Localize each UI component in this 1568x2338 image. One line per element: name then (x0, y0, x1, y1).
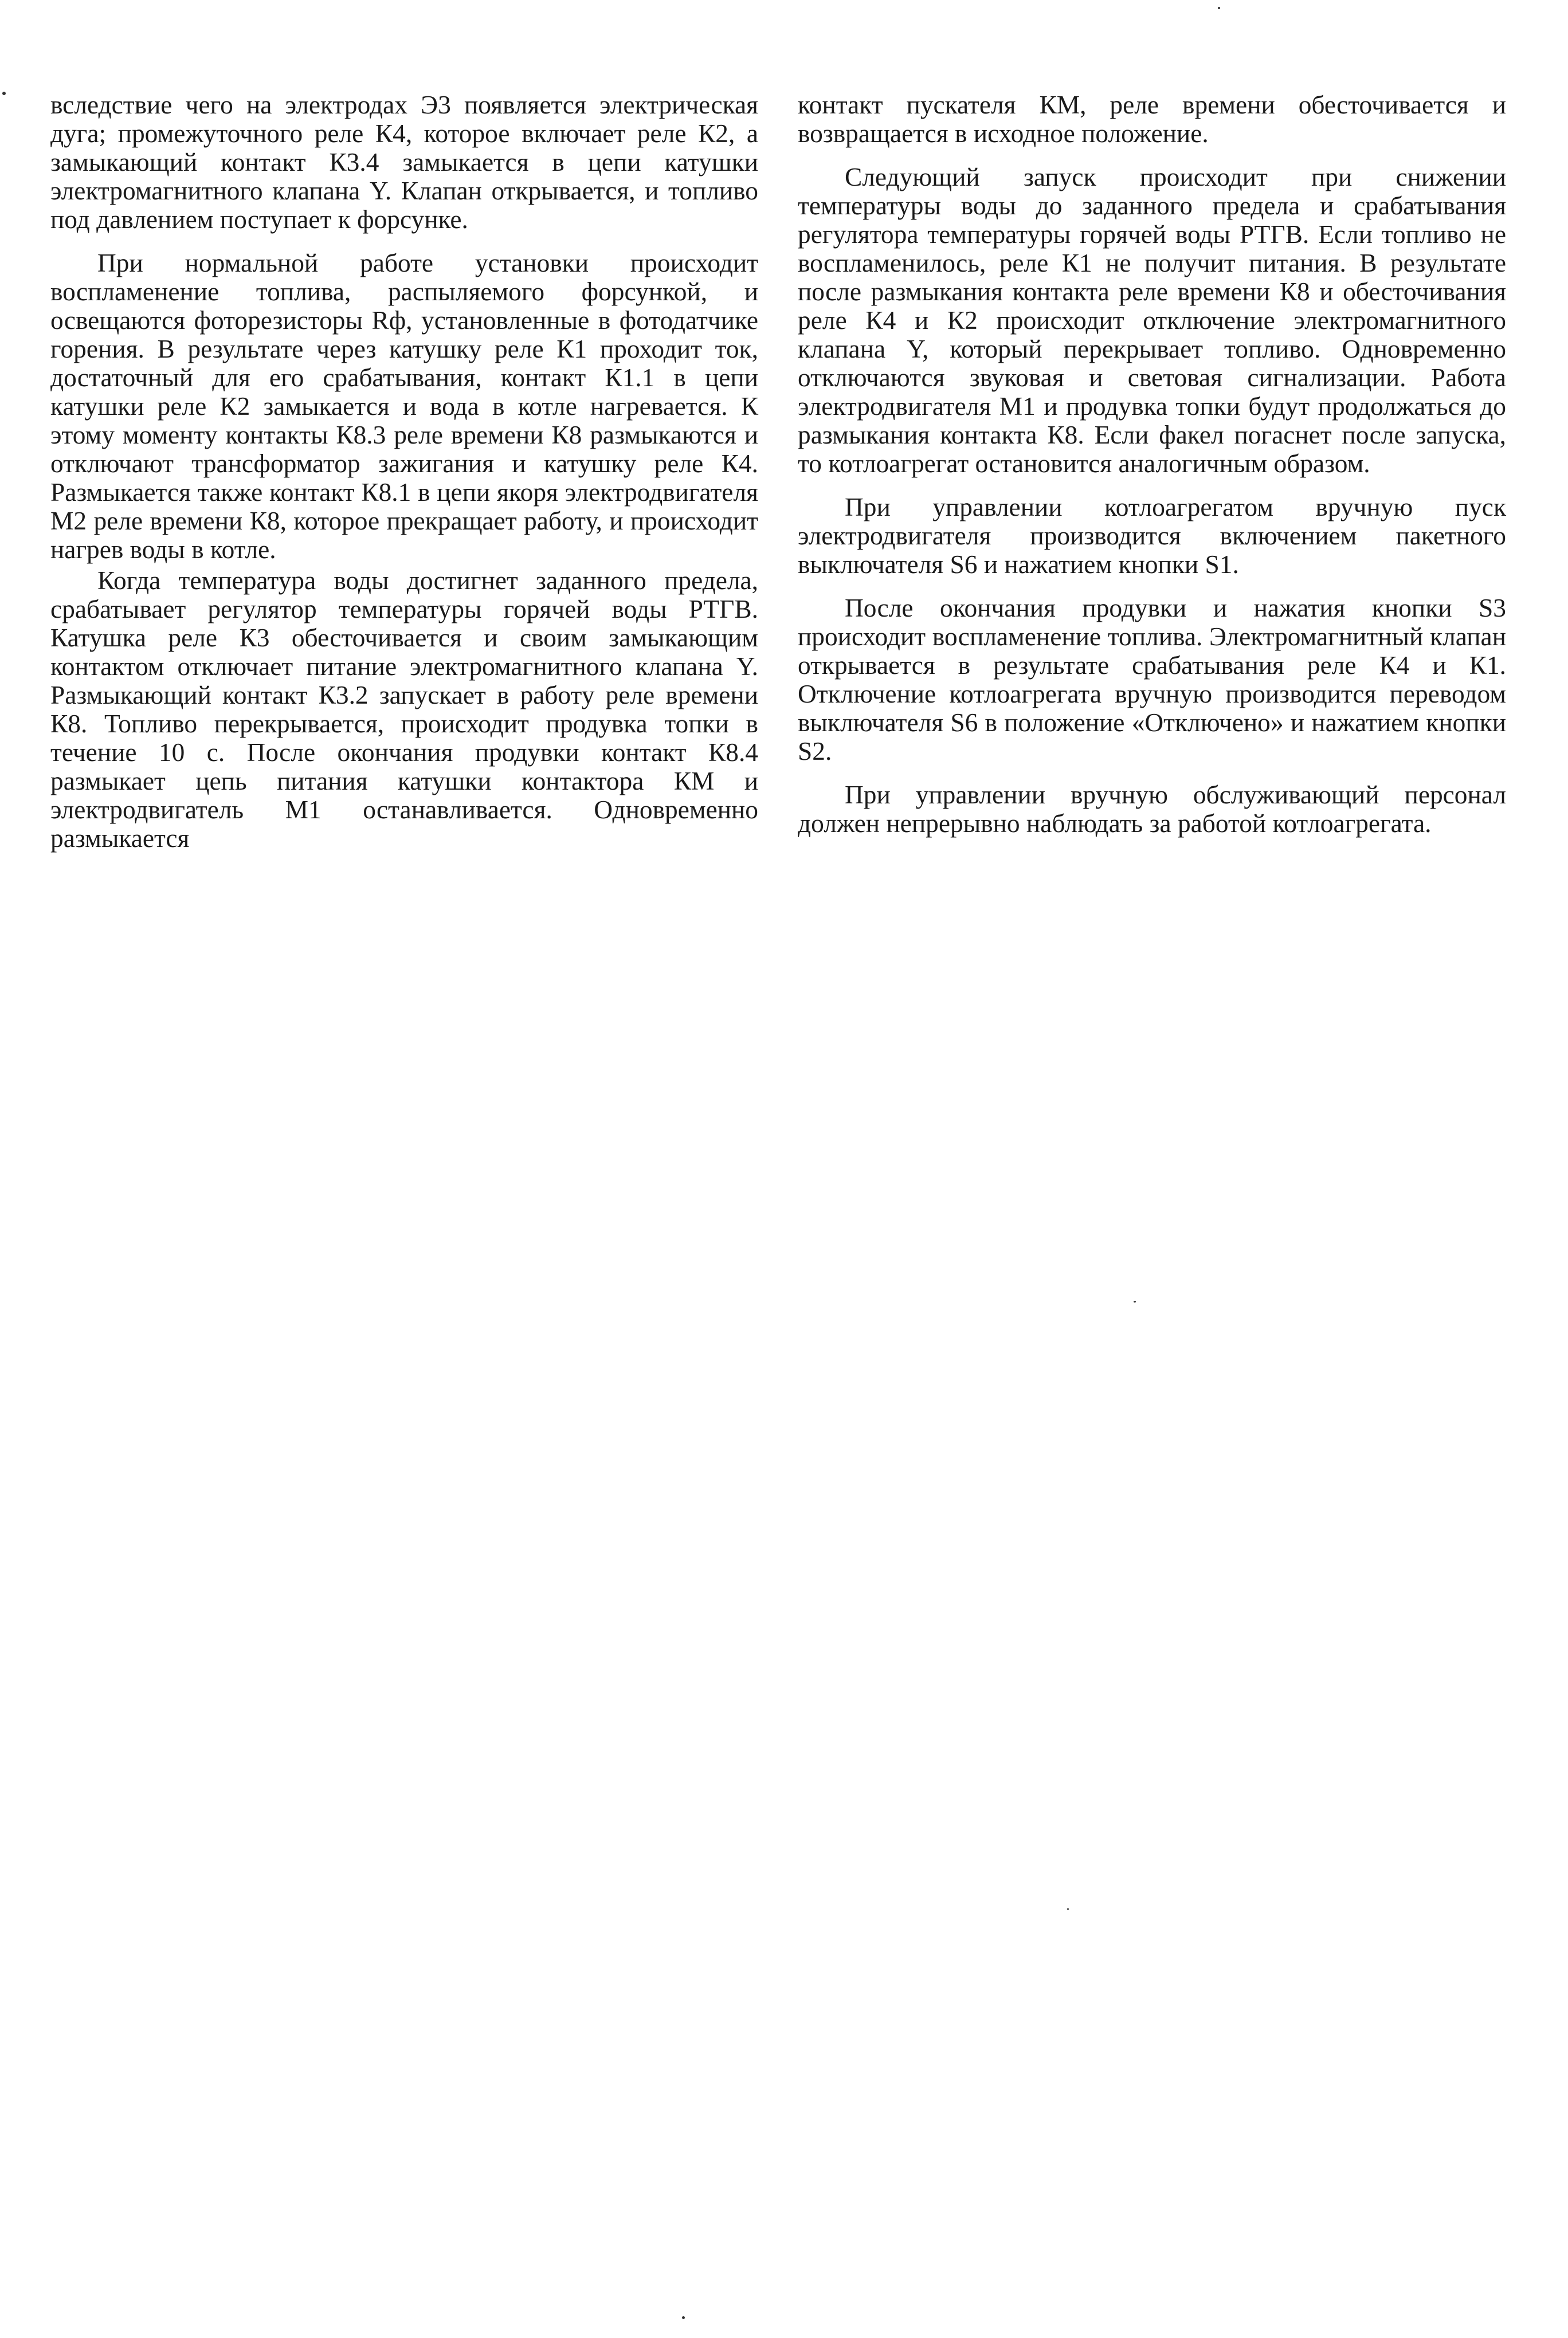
paragraph: При управлении вручную обслуживающий персонал должен непрерывно наблюдать за работой котлоагрегата. (798, 780, 1506, 838)
scan-speck (1134, 1301, 1136, 1303)
paragraph: При нормальной работе установки происходит воспламенение топлива, распыляемого форсункой, и освещаются фоторезисторы Rф, установленные в фотодатчике горения. В результате через катушку реле К1 проходит ток, достаточный для его срабатывания, контакт К1.1 в цепи катушки реле К2 замыкается и вода в котле нагревается. К этому моменту контакты К8.3 реле времени К8 размыкаются и отключают трансформатор зажигания и катушку реле К4. Размыкается также контакт К8.1 в цепи якоря электродвигателя М2 реле времени К8, которое прекращает работу, и происходит нагрев воды в котле. (50, 249, 758, 564)
scan-speck (1067, 1908, 1069, 1910)
right-text-column (798, 91, 1506, 838)
paragraph: После окончания продувки и нажатия кнопки S3 происходит воспламенение топлива. Электромагнитный клапан открывается в результате срабатывания реле К4 и К1. Отключение котлоагрегата вручную производится переводом выключателя S6 в положение «Отключено» и нажатием кнопки S2. (798, 594, 1506, 766)
left-text-column (50, 91, 758, 853)
paragraph: Следующий запуск происходит при снижении температуры воды до заданного предела и срабатывания регулятора температуры горячей воды РТГВ. Если топливо не воспламенилось, реле К1 не получит питания. В результате после размыкания контакта реле времени К8 и обесточивания реле К4 и К2 происходит отключение электромагнитного клапана Y, который перекрывает топливо. Одновременно отключаются звуковая и световая сигнализации. Работа электродвигателя М1 и продувка топки будут продолжаться до размыкания контакта К8. Если факел погаснет после запуска, то котлоагрегат остановится аналогичным образом. (798, 163, 1506, 478)
scan-speck (682, 2316, 685, 2319)
scan-speck (1218, 7, 1220, 9)
paragraph: При управлении котлоагрегатом вручную пуск электродвигателя производится включением пакетного выключателя S6 и нажатием кнопки S1. (798, 493, 1506, 579)
paragraph: контакт пускателя КМ, реле времени обесточивается и возвращается в исходное положение. (798, 91, 1506, 148)
scan-speck (2, 92, 6, 95)
paragraph: вследствие чего на электродах Э3 появляется электрическая дуга; промежуточного реле К4, которое включает реле К2, а замыкающий контакт К3.4 замыкается в цепи катушки электромагнитного клапана Y. Клапан открывается, и топливо под давлением поступает к форсунке. (50, 91, 758, 234)
paragraph: Когда температура воды достигнет заданного предела, срабатывает регулятор температуры горячей воды РТГВ. Катушка реле К3 обесточивается и своим замыкающим контактом отключает питание электромагнитного клапана Y. Размыкающий контакт К3.2 запускает в работу реле времени К8. Топливо перекрывается, происходит продувка топки в течение 10 с. После окончания продувки контакт К8.4 размыкает цепь питания катушки контактора КМ и электродвигатель М1 останавливается. Одновременно размыкается (50, 566, 758, 853)
